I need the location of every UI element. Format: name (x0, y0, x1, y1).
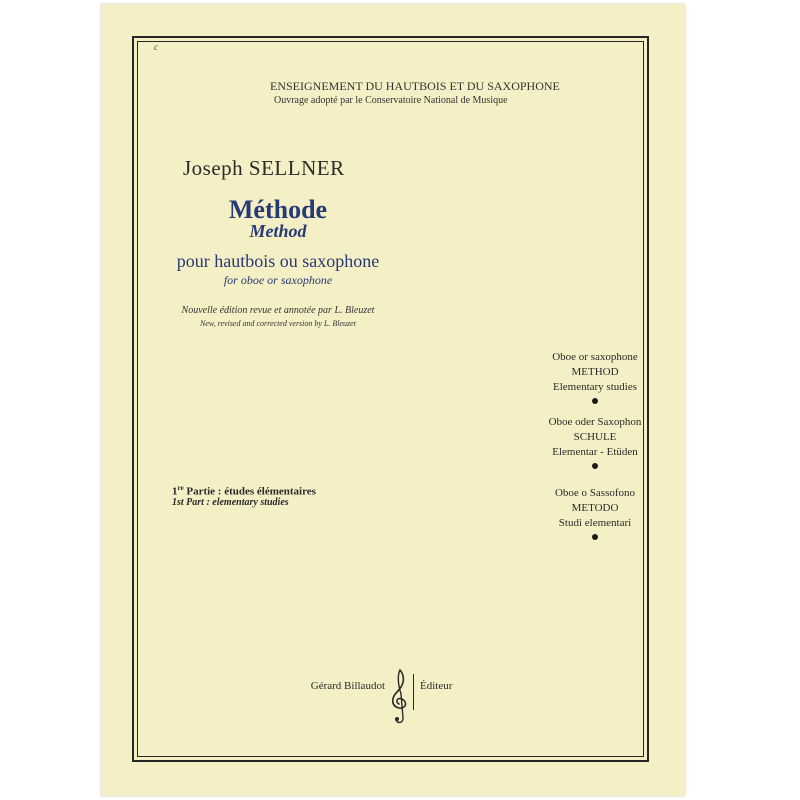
language-instrument: Oboe o Sassofono (554, 487, 636, 499)
publisher-role: Éditeur (420, 680, 453, 692)
instrument-english: for oboe or saxophone (223, 273, 333, 287)
title-english: Method (249, 221, 307, 241)
instrument-french: pour hautbois ou saxophone (176, 251, 380, 271)
bullet-dot (592, 534, 598, 540)
language-work: METODO (571, 502, 619, 514)
copyright-mark: c (154, 42, 158, 52)
language-subtitle: Elementary studies (552, 381, 637, 393)
part-french (172, 484, 316, 498)
series-title: ENSEIGNEMENT DU HAUTBOIS ET DU SAXOPHONE (270, 79, 560, 93)
publisher-name: Gérard Billaudot (310, 680, 385, 692)
language-subtitle: Elementar - Etüden (552, 446, 638, 458)
edition-english: New, revised and corrected version by L. Bleuzet (200, 319, 356, 328)
title-french: Méthode (228, 195, 328, 224)
language-instrument: Oboe oder Saxophon (548, 416, 642, 428)
bullet-dot (592, 398, 598, 404)
imprint-divider (413, 674, 414, 710)
series-subtitle: Ouvrage adopté par le Conservatoire National de Musique (274, 95, 508, 106)
part-english: 1st Part : elementary studies (172, 497, 289, 508)
language-subtitle: Studi elementari (558, 517, 632, 529)
part-text: Partie : études élémentaires (183, 485, 316, 498)
publisher-imprint (310, 680, 490, 726)
treble-clef-logo-icon (389, 668, 411, 726)
language-block-german (510, 415, 680, 469)
bullet-dot (592, 463, 598, 469)
language-block-italian (510, 486, 680, 540)
edition-french: Nouvelle édition revue et annotée par L. Bleuzet (181, 305, 375, 316)
language-work: METHOD (571, 366, 619, 378)
part-suffix: re (177, 484, 184, 492)
part-number: 1 (172, 485, 178, 498)
language-block-english (510, 350, 680, 404)
composer-name: Joseph SELLNER (183, 156, 345, 180)
language-instrument: Oboe or saxophone (552, 351, 638, 363)
language-work: SCHULE (573, 431, 617, 443)
